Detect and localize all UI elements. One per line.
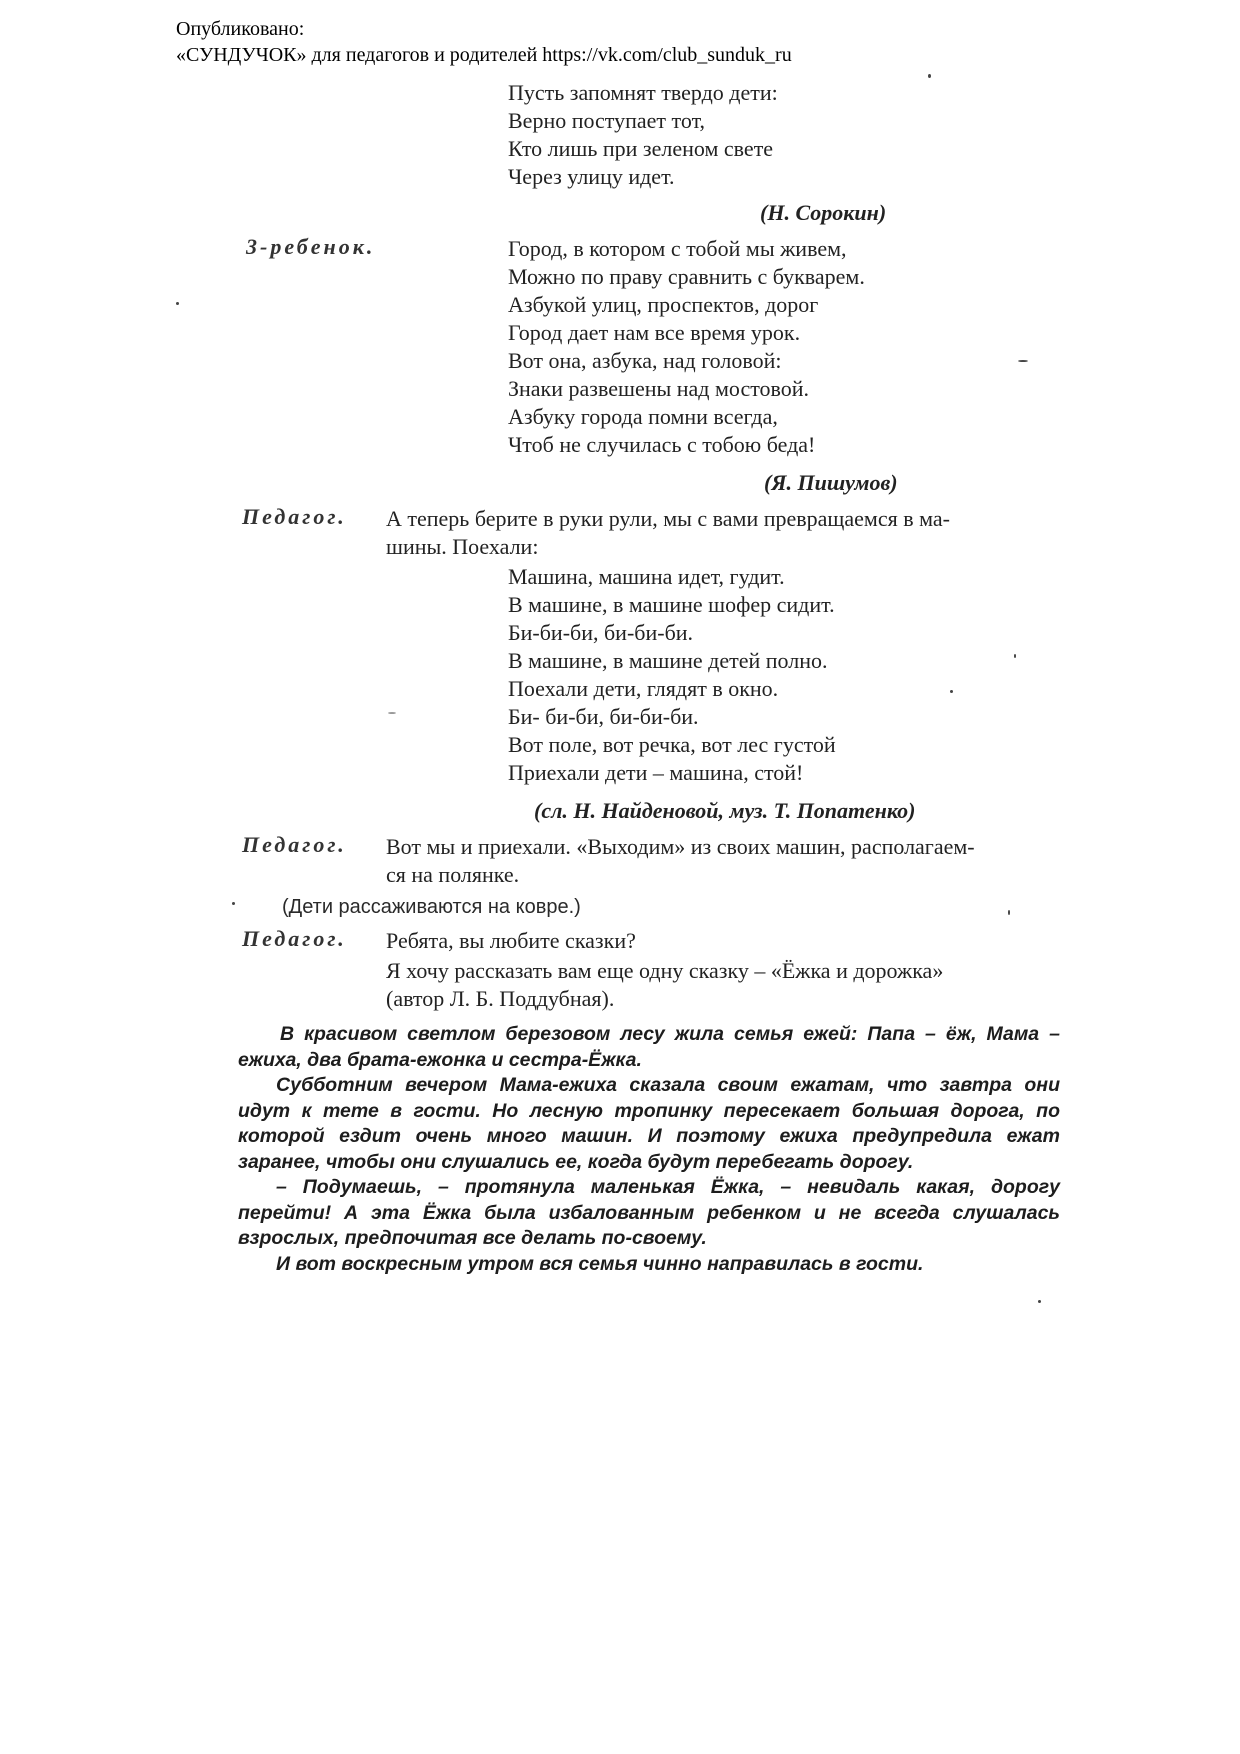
song-line: Вот поле, вот речка, вот лес густой (508, 732, 836, 757)
speaker-child3: 3-ребенок. (246, 234, 376, 259)
child3-line: Город, в котором с тобой мы живем, (508, 236, 847, 261)
stage-direction: (Дети рассаживаются на ковре.) (282, 896, 581, 918)
scan-speck (1014, 654, 1016, 658)
song-line: В машине, в машине детей полно. (508, 648, 828, 673)
teacher1-speech: А теперь берите в руки рули, мы с вами превращаемся в ма- (386, 506, 950, 531)
child3-line: Чтоб не случилась с тобою беда! (508, 432, 816, 457)
scan-speck (1018, 360, 1028, 362)
speaker-teacher: Педагог. (242, 832, 347, 857)
child3-line: Вот она, азбука, над головой: (508, 348, 782, 373)
song-author: (сл. Н. Найденовой, муз. Т. Попатенко) (534, 798, 916, 823)
scan-speck (232, 902, 235, 905)
child3-line: Азбукой улиц, проспектов, дорог (508, 292, 819, 317)
poem1-line: Через улицу идет. (508, 164, 675, 189)
published-label: Опубликовано: (176, 18, 305, 40)
speaker-teacher: Педагог. (242, 926, 347, 951)
teacher3-speech: (автор Л. Б. Поддубная). (386, 986, 615, 1011)
scan-speck (388, 712, 396, 714)
scan-speck (176, 302, 179, 305)
teacher1-speech: шины. Поехали: (386, 534, 539, 559)
song-line: Машина, машина идет, гудит. (508, 564, 785, 589)
song-line: Би-би-би, би-би-би. (508, 620, 694, 645)
story-paragraph: В красивом светлом березовом лесу жила семья ежей: Папа – ёж, Мама – ежиха, два брата-ежонка и сестра-Ёжка. (238, 1023, 1060, 1071)
teacher2-speech: ся на полянке. (386, 862, 520, 887)
song-line: Би- би-би, би-би-би. (508, 704, 699, 729)
child3-line: Можно по праву сравнить с букварем. (508, 264, 865, 289)
song-line: Приехали дети – машина, стой! (508, 760, 804, 785)
story-text (238, 1022, 1060, 1277)
scan-speck (928, 74, 931, 78)
teacher2-speech: Вот мы и приехали. «Выходим» из своих машин, располагаем- (386, 834, 975, 859)
scan-speck (1038, 1300, 1041, 1303)
child3-line: Знаки развешены над мостовой. (508, 376, 810, 401)
teacher3-speech: Я хочу рассказать вам еще одну сказку – «Ёжка и дорожка» (386, 958, 944, 983)
song-line: В машине, в машине шофер сидит. (508, 592, 835, 617)
story-paragraph: – Подумаешь, – протянула маленькая Ёжка, – невидаль какая, дорогу перейти! А эта Ёжка была избалованным ребенком и не всегда слушалась взрослых, предпочитая все делать по-своему. (238, 1176, 1060, 1249)
publisher-line: «СУНДУЧОК» для педагогов и родителей https://vk.com/club_sunduk_ru (176, 44, 792, 66)
child3-line: Город дает нам все время урок. (508, 320, 801, 345)
child3-line: Азбуку города помни всегда, (508, 404, 778, 429)
teacher3-speech: Ребята, вы любите сказки? (386, 928, 636, 953)
scan-speck (950, 690, 953, 693)
poem1-line: Пусть запомнят твердо дети: (508, 80, 778, 105)
speaker-teacher: Педагог. (242, 504, 347, 529)
poem1-author: (Н. Сорокин) (760, 200, 887, 225)
story-paragraph: Субботним вечером Мама-ежиха сказала своим ежатам, что завтра они идут к тете в гости. Но лесную тропинку пересекает большая дорога, по которой ездит очень много машин. И поэтому ежиха предупредила ежат заранее, чтобы они слушались ее, когда будут перебегать дорогу. (238, 1074, 1060, 1173)
poem1-line: Верно поступает тот, (508, 108, 706, 133)
song-line: Поехали дети, глядят в окно. (508, 676, 779, 701)
child3-author: (Я. Пишумов) (764, 470, 898, 495)
story-paragraph: И вот воскресным утром вся семья чинно направилась в гости. (276, 1252, 924, 1275)
scan-speck (1008, 910, 1010, 915)
poem1-line: Кто лишь при зеленом свете (508, 136, 774, 161)
